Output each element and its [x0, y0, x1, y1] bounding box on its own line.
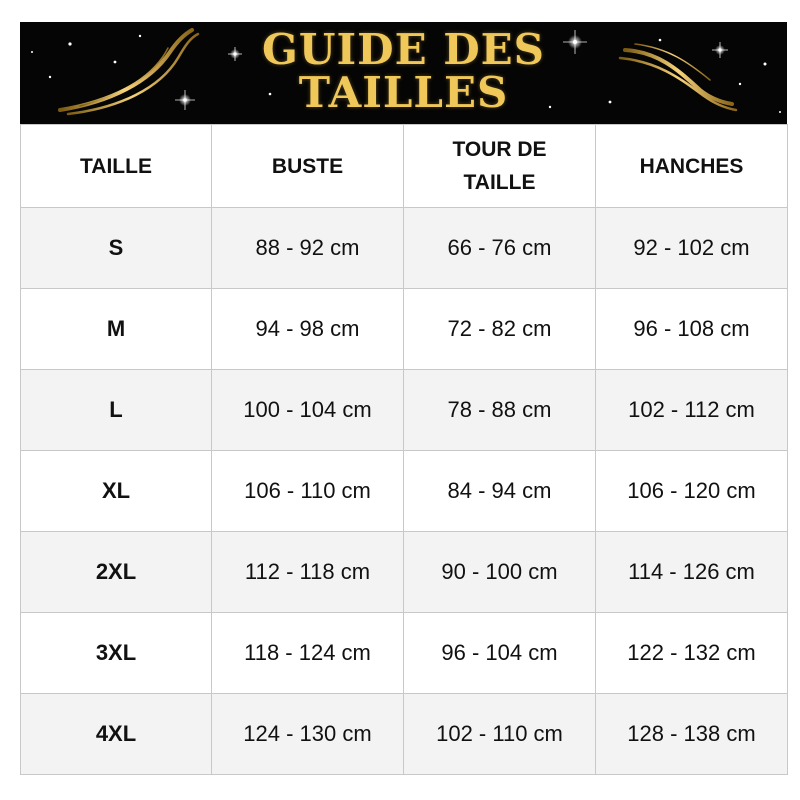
- table-row: [21, 289, 788, 370]
- page-title: [20, 25, 787, 117]
- size-cell: S: [21, 208, 212, 289]
- waist-cell: 102 - 110 cm: [404, 694, 596, 775]
- bust-cell: 112 - 118 cm: [212, 532, 404, 613]
- table-row: [21, 208, 788, 289]
- waist-cell: 90 - 100 cm: [404, 532, 596, 613]
- column-header-bust: BUSTE: [212, 125, 404, 208]
- header-banner: [20, 22, 787, 125]
- waist-cell: 66 - 76 cm: [404, 208, 596, 289]
- size-cell: 2XL: [21, 532, 212, 613]
- size-cell: M: [21, 289, 212, 370]
- waist-cell: 78 - 88 cm: [404, 370, 596, 451]
- table-row: [21, 613, 788, 694]
- waist-cell: 96 - 104 cm: [404, 613, 596, 694]
- size-cell: 3XL: [21, 613, 212, 694]
- hips-cell: 128 - 138 cm: [596, 694, 788, 775]
- column-header-waist-label: TOUR DE TAILLE: [452, 138, 547, 194]
- hips-cell: 106 - 120 cm: [596, 451, 788, 532]
- column-header-hips: HANCHES: [596, 125, 788, 208]
- bust-cell: 106 - 110 cm: [212, 451, 404, 532]
- title-line-2: TAILLES: [298, 68, 509, 117]
- title-line-1: GUIDE DES: [262, 25, 545, 74]
- bust-cell: 100 - 104 cm: [212, 370, 404, 451]
- waist-cell: 72 - 82 cm: [404, 289, 596, 370]
- hips-cell: 92 - 102 cm: [596, 208, 788, 289]
- column-header-size: TAILLE: [21, 125, 212, 208]
- bust-cell: 124 - 130 cm: [212, 694, 404, 775]
- table-row: [21, 370, 788, 451]
- hips-cell: 102 - 112 cm: [596, 370, 788, 451]
- hips-cell: 122 - 132 cm: [596, 613, 788, 694]
- bust-cell: 118 - 124 cm: [212, 613, 404, 694]
- waist-cell: 84 - 94 cm: [404, 451, 596, 532]
- size-cell: 4XL: [21, 694, 212, 775]
- table-row: [21, 451, 788, 532]
- bust-cell: 94 - 98 cm: [212, 289, 404, 370]
- column-header-waist: [404, 125, 596, 208]
- table-row: [21, 532, 788, 613]
- size-chart-table: [20, 124, 788, 775]
- hips-cell: 114 - 126 cm: [596, 532, 788, 613]
- bust-cell: 88 - 92 cm: [212, 208, 404, 289]
- size-cell: XL: [21, 451, 212, 532]
- size-cell: L: [21, 370, 212, 451]
- table-header-row: [21, 125, 788, 208]
- table-row: [21, 694, 788, 775]
- hips-cell: 96 - 108 cm: [596, 289, 788, 370]
